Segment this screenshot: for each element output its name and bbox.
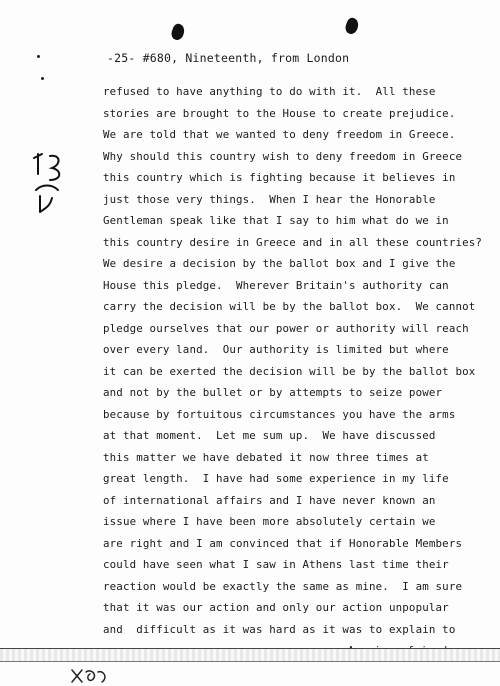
handwritten-scrawl xyxy=(70,660,110,686)
text-line: of international affairs and I have never known an xyxy=(103,493,436,507)
text-line: this country which is fighting because it believes in xyxy=(103,171,456,184)
text-line: We desire a decision by the ballot box and I give the xyxy=(103,257,456,270)
text-line: pledge ourselves that our power or authority will reach xyxy=(103,321,469,335)
text-line: just those very things. When I hear the Honorable xyxy=(103,192,436,206)
text-line: over every land. Our authority is limited but where xyxy=(103,343,449,356)
text-line: refused to have anything to do with it. All these xyxy=(103,85,436,98)
page-header: -25- #680, Nineteenth, from London xyxy=(107,51,350,65)
text-line: great length. I have had some experience in my life xyxy=(103,472,449,485)
text-line: are right and I am convinced that if Honorable Members xyxy=(103,536,463,550)
ink-speck xyxy=(37,55,40,58)
text-line: this matter we have debated it now three times at xyxy=(103,450,429,464)
text-line: and not by the bullet or by attempts to seize power xyxy=(103,386,443,399)
text-line: reaction would be exactly the same as mine. I am sure xyxy=(103,579,463,593)
handwritten-margin-mark xyxy=(30,150,70,220)
text-line: it can be exerted the decision will be by the ballot box xyxy=(103,364,476,378)
punch-hole-right xyxy=(344,16,361,35)
text-line: this country desire in Greece and in all these countries? xyxy=(103,235,483,249)
punch-hole-left xyxy=(170,22,187,41)
text-line: Why should this country wish to deny freedom in Greece xyxy=(103,149,463,163)
text-line: stories are brought to the House to create prejudice. xyxy=(103,106,456,120)
text-line: at that moment. Let me sum up. We have discussed xyxy=(103,429,436,442)
body-text xyxy=(103,81,488,662)
text-line: carry the decision will be by the ballot box. We cannot xyxy=(103,300,476,313)
text-line: We are told that we wanted to deny freedom in Greece. xyxy=(103,128,456,141)
text-line: House this pledge. Wherever Britain's authority can xyxy=(103,278,449,292)
text-line: could have seen what I saw in Athens last time their xyxy=(103,558,449,571)
text-line: that it was our action and only our action unpopular xyxy=(103,601,449,614)
text-line: issue where I have been more absolutely certain we xyxy=(103,515,436,528)
text-line: and difficult as it was hard as it was to explain to xyxy=(103,622,456,636)
text-line: because by fortuitous circumstances you have the arms xyxy=(103,407,456,421)
ink-speck xyxy=(41,77,44,80)
text-line: Gentleman speak like that I say to him what do we in xyxy=(103,214,449,227)
